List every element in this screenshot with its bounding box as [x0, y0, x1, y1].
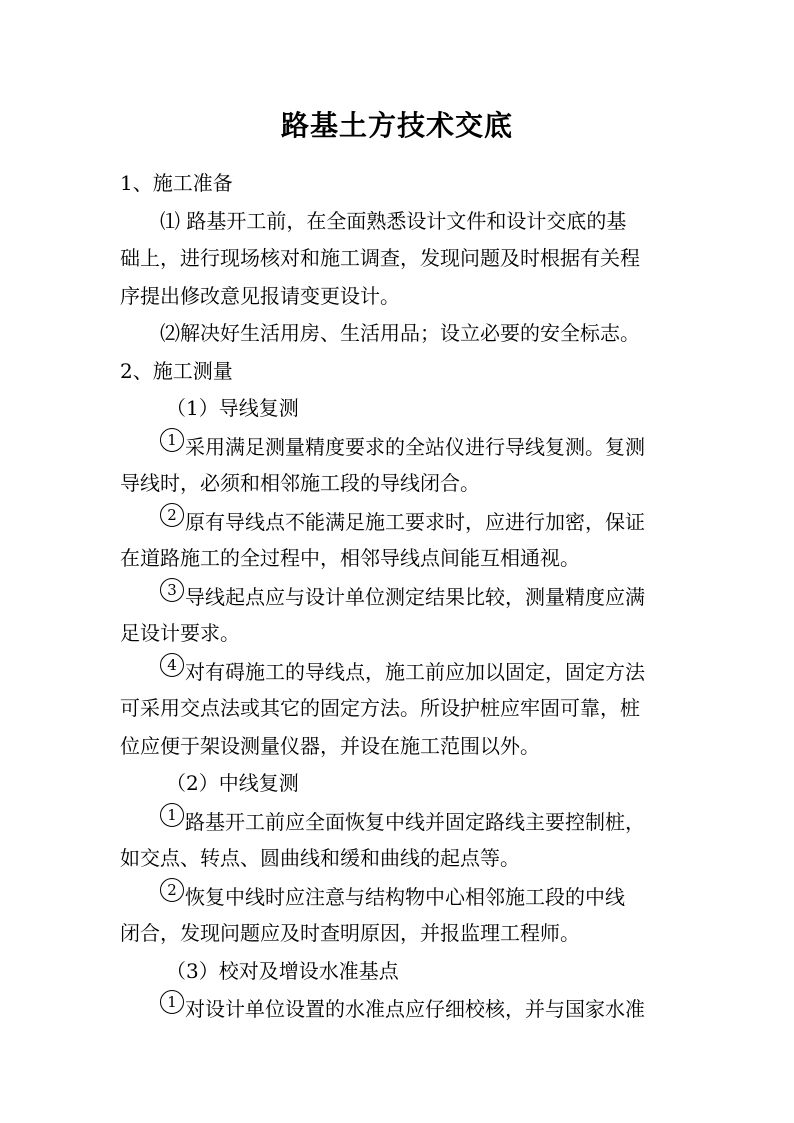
paragraph-line	[120, 840, 676, 878]
line-text: 原有导线点不能满足施工要求时，应进行加密，保证	[185, 509, 645, 534]
paragraph-line	[120, 465, 676, 503]
document-body	[120, 165, 676, 1028]
paragraph-line	[120, 540, 676, 578]
paragraph-line	[120, 240, 676, 278]
paragraph-line	[120, 278, 676, 316]
line-text: 可采用交点法或其它的固定方法。所设护桩应牢固可靠，桩	[120, 696, 640, 720]
line-text: 对有碍施工的导线点，施工前应加以固定，固定方法	[185, 659, 645, 684]
paragraph-line	[120, 203, 676, 241]
line-text: ⑴ 路基开工前，在全面熟悉设计文件和设计交底的基	[160, 208, 627, 233]
circled-number-marker: 2	[160, 878, 184, 902]
circled-number-marker: 4	[160, 653, 184, 677]
paragraph-line	[120, 915, 676, 953]
line-text: 采用满足测量精度要求的全站仪进行导线复测。复测	[185, 434, 645, 459]
section-heading	[120, 353, 676, 391]
line-text: 在道路施工的全过程中，相邻导线点间能互相通视。	[120, 546, 580, 570]
line-text: ⑵解决好生活用房、生活用品；设立必要的安全标志。	[160, 321, 640, 345]
circled-number-marker: 1	[160, 803, 184, 827]
list-item-line	[120, 503, 676, 541]
line-text: 2、施工测量	[120, 358, 233, 383]
circled-number-marker: 1	[160, 990, 184, 1014]
subsection-heading	[120, 765, 676, 803]
subsection-heading	[120, 390, 676, 428]
document-title: 路基土方技术交底	[280, 109, 513, 142]
line-text: 对设计单位设置的水准点应仔细校核，并与国家水准	[185, 997, 645, 1021]
circled-number-marker: 2	[160, 503, 184, 527]
line-text: 序提出修改意见报请变更设计。	[120, 283, 400, 308]
line-text: （1）导线复测	[166, 396, 299, 420]
section-heading	[120, 165, 676, 203]
subsection-heading	[120, 953, 676, 991]
list-item-line	[120, 878, 676, 916]
paragraph-line	[120, 690, 676, 728]
paragraph-line	[120, 728, 676, 766]
line-text: 恢复中线时应注意与结构物中心相邻施工段的中线	[185, 884, 625, 909]
line-text: 础上，进行现场核对和施工调查，发现问题及时根据有关程	[120, 246, 640, 270]
line-text: （2）中线复测	[166, 771, 299, 795]
list-item-line	[120, 428, 676, 466]
line-text: 导线起点应与设计单位测定结果比较，测量精度应满	[185, 584, 645, 609]
list-item-line	[120, 653, 676, 691]
line-text: 足设计要求。	[120, 621, 240, 645]
circled-number-marker: 3	[160, 578, 184, 602]
list-item-line	[120, 990, 676, 1028]
line-text: 如交点、转点、圆曲线和缓和曲线的起点等。	[120, 846, 520, 870]
line-text: （3）校对及增设水准基点	[166, 958, 399, 983]
line-text: 1、施工准备	[120, 171, 233, 195]
list-item-line	[120, 578, 676, 616]
line-text: 闭合，发现问题应及时查明原因，并报监理工程师。	[120, 921, 580, 945]
line-text: 导线时，必须和相邻施工段的导线闭合。	[120, 471, 480, 495]
paragraph-line	[120, 615, 676, 653]
line-text: 路基开工前应全面恢复中线并固定路线主要控制桩，	[185, 809, 645, 834]
line-text: 位应便于架设测量仪器，并设在施工范围以外。	[120, 733, 540, 758]
list-item-line	[120, 803, 676, 841]
paragraph-line	[120, 315, 676, 353]
circled-number-marker: 1	[160, 428, 184, 452]
